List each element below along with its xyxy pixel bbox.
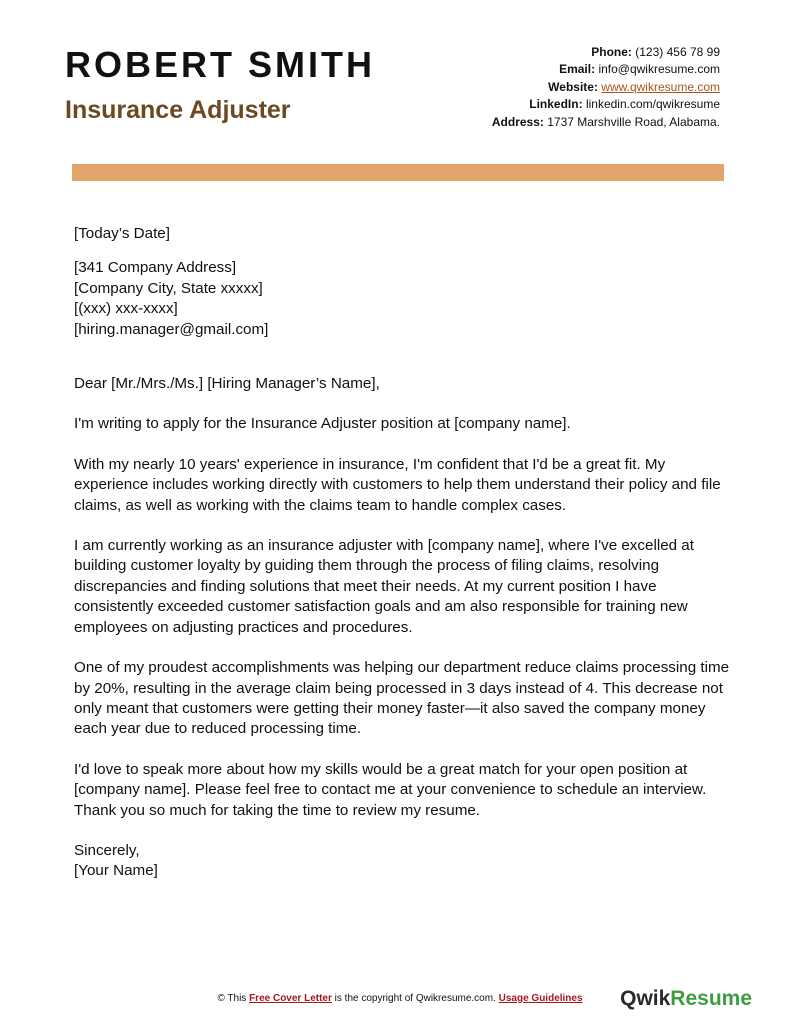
- phone-value: (123) 456 78 99: [635, 45, 720, 59]
- signature: [Your Name]: [74, 862, 158, 880]
- email-label: Email:: [559, 62, 596, 77]
- recipient-phone: [(xxx) xxx-xxxx]: [74, 300, 178, 318]
- address-label: Address:: [491, 114, 544, 129]
- paragraph-intro: I'm writing to apply for the Insurance Adjuster position at [company name].: [74, 415, 571, 433]
- website-label: Website:: [548, 79, 598, 94]
- footer-middle: is the copyright of Qwikresume.com.: [334, 993, 496, 1004]
- contact-website: [492, 79, 720, 96]
- website-link[interactable]: www.qwikresume.com: [601, 79, 720, 94]
- letter-date: [Today’s Date]: [74, 225, 170, 242]
- phone-label: Phone:: [591, 45, 632, 59]
- linkedin-label: LinkedIn:: [529, 97, 583, 112]
- logo-part-qwik: Qwik: [620, 987, 671, 1010]
- contact-block: [492, 44, 720, 131]
- contact-phone: [492, 44, 720, 61]
- letter-body: [74, 224, 734, 882]
- paragraph-current-role: I am currently working as an insurance adjuster with [company name], where I've excelled at building customer loyalty by guiding them through the process of filing claims, resolving discrepancies and finding solutions that meet their needs. At my current position I have consistently exceeded customer satisfaction goals and am also responsible for training new employees on adjusting practices and procedures.: [74, 537, 694, 636]
- address-value: 1737 Marshville Road, Alabama.: [547, 114, 720, 129]
- recipient-email: [hiring.manager@gmail.com]: [74, 320, 269, 338]
- recipient-address: [341 Company Address]: [74, 259, 237, 277]
- closing-word: Sincerely,: [74, 841, 140, 859]
- salutation: Dear [Mr./Mrs./Ms.] [Hiring Manager’s Name],: [74, 375, 380, 393]
- paragraph-closing: I'd love to speak more about how my skills would be a great match for your open position at [company name]. Please feel free to contact me at your convenience to schedule an interview. Thank you so much for taking the time to review my resume.: [74, 760, 707, 819]
- free-cover-letter-link[interactable]: Free Cover Letter: [249, 993, 332, 1004]
- email-value: info@qwikresume.com: [598, 62, 720, 77]
- candidate-name: ROBERT SMITH: [65, 44, 375, 85]
- contact-address: [492, 114, 720, 131]
- linkedin-value: linkedin.com/qwikresume: [585, 97, 720, 112]
- paragraph-accomplishment: One of my proudest accomplishments was helping our department reduce claims processing time by 20%, resulting in the average claim being processed in 3 days instead of 4. This decrease not only meant that customers were getting their money faster—it also saved the company money each year due to reduced processing time.: [74, 659, 730, 738]
- logo-part-resume: Resume: [670, 987, 752, 1010]
- contact-email: [492, 61, 720, 78]
- job-title: Insurance Adjuster: [65, 96, 291, 124]
- qwikresume-logo: [620, 986, 752, 1012]
- usage-guidelines-link[interactable]: Usage Guidelines: [498, 993, 583, 1004]
- recipient-city: [Company City, State xxxxx]: [74, 279, 263, 297]
- footer-prefix: © This: [217, 993, 247, 1004]
- contact-linkedin: [492, 96, 720, 113]
- accent-divider: [72, 164, 724, 181]
- paragraph-experience: With my nearly 10 years' experience in insurance, I'm confident that I'd be a great fit. My experience includes working directly with customers to help them understand their policy and file claims, as well as working with the claims team to handle complex cases.: [74, 455, 721, 514]
